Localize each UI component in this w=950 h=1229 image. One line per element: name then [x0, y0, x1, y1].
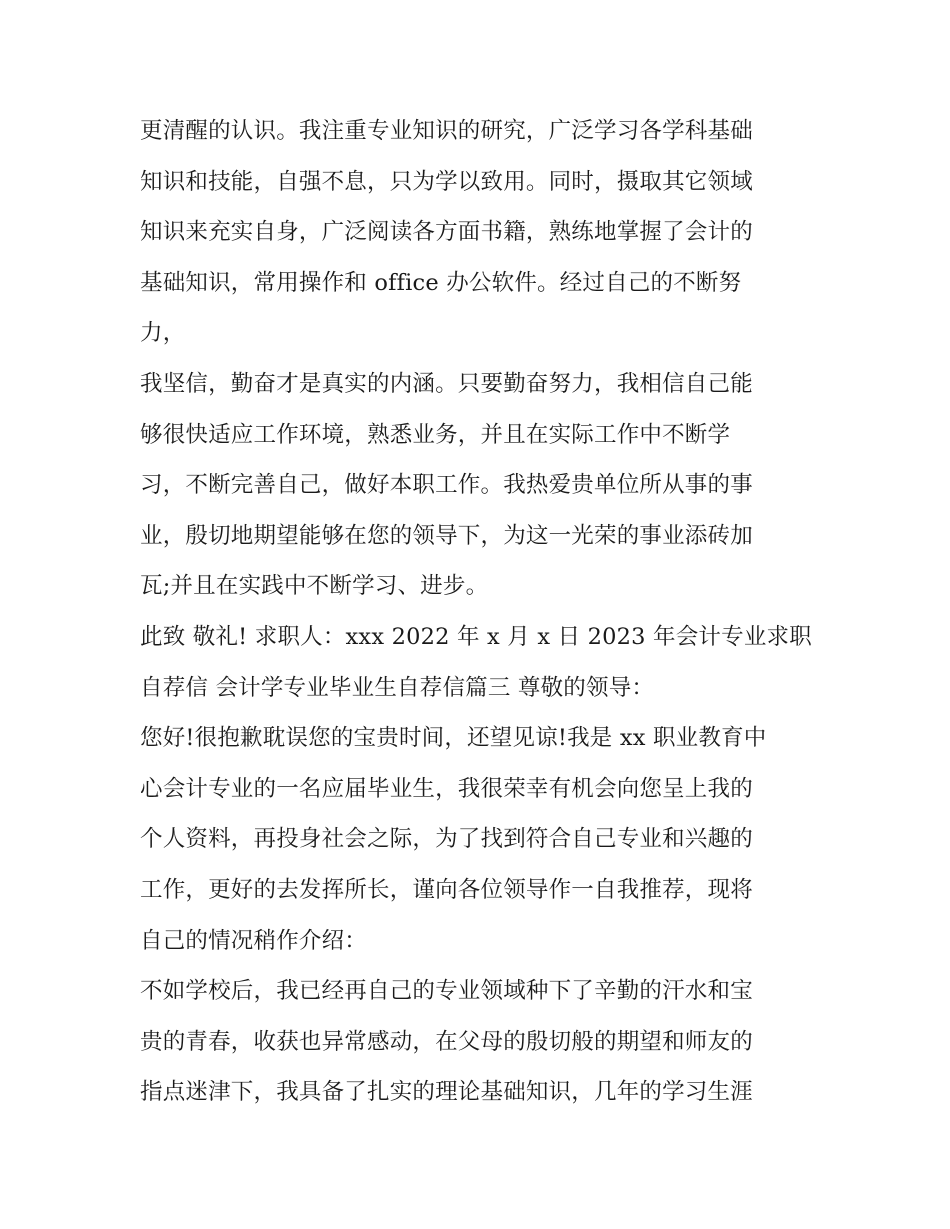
- text-line: 心会计专业的一名应届毕业生，我很荣幸有机会向您呈上我的: [140, 775, 753, 802]
- text-line: 贵的青春，收获也异常感动，在父母的殷切般的期望和师友的: [140, 1028, 753, 1055]
- text-line: 自荐信 会计学专业毕业生自荐信篇三 尊敬的领导：: [140, 674, 655, 701]
- text-line: 指点迷津下，我具备了扎实的理论基础知识，几年的学习生涯: [140, 1079, 753, 1106]
- text-line: 业，殷切地期望能够在您的领导下，为这一光荣的事业添砖加: [140, 522, 753, 549]
- text-line: 我坚信，勤奋才是真实的内涵。只要勤奋努力，我相信自己能: [140, 370, 753, 397]
- text-line: 工作，更好的去发挥所长，谨向各位领导作一自我推荐，现将: [140, 876, 753, 903]
- text-line: 习，不断完善自己，做好本职工作。我热爱贵单位所从事的事: [140, 472, 753, 499]
- text-line: 够很快适应工作环境，熟悉业务，并且在实际工作中不断学: [140, 421, 731, 448]
- text-line: 不如学校后，我已经再自己的专业领域种下了辛勤的汗水和宝: [140, 978, 753, 1005]
- text-line: 基础知识，常用操作和 office 办公软件。经过自己的不断努: [140, 269, 742, 296]
- text-line: 您好!很抱歉耽误您的宝贵时间，还望见谅!我是 xx 职业教育中: [140, 725, 767, 752]
- text-line: 力，: [140, 320, 186, 347]
- text-line: 瓦;并且在实践中不断学习、进步。: [140, 573, 489, 600]
- text-line: 个人资料，再投身社会之际，为了找到符合自己专业和兴趣的: [140, 826, 753, 853]
- text-line: 更清醒的认识。我注重专业知识的研究，广泛学习各学科基础: [140, 118, 753, 144]
- letter-body: [140, 106, 820, 1118]
- text-line: 知识来充实自身，广泛阅读各方面书籍，熟练地掌握了会计的: [140, 219, 753, 246]
- text-line: 此致 敬礼! 求职人：xxx 2022 年 x 月 x 日 2023 年会计专业求职: [140, 623, 812, 650]
- text-line: 自己的情况稍作介绍：: [140, 927, 368, 954]
- text-line: 知识和技能，自强不息，只为学以致用。同时，摄取其它领域: [140, 168, 753, 195]
